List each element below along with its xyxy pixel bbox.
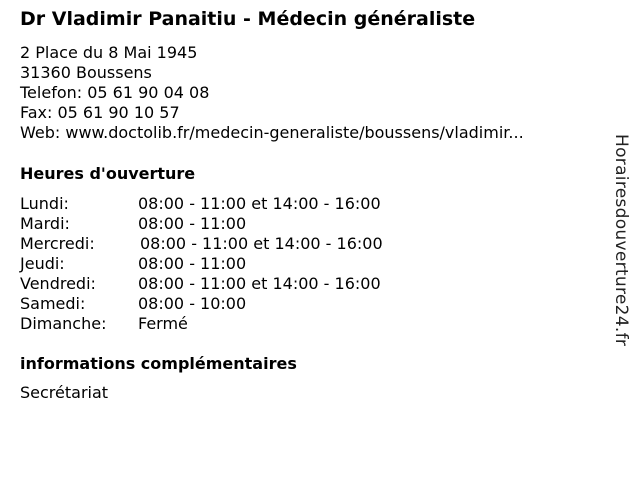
time-range: 08:00 - 11:00 et 14:00 - 16:00: [138, 274, 381, 293]
time-range: Fermé: [138, 314, 188, 333]
day-label: Dimanche:: [20, 314, 107, 333]
time-range: 08:00 - 11:00 et 14:00 - 16:00: [140, 234, 383, 253]
additional-info-heading: informations complémentaires: [20, 354, 297, 373]
time-range: 08:00 - 11:00: [138, 214, 247, 233]
phone-number: Telefon: 05 61 90 04 08: [20, 83, 210, 102]
time-range: 08:00 - 11:00 et 14:00 - 16:00: [138, 194, 381, 213]
day-label: Mardi:: [20, 214, 70, 233]
time-range: 08:00 - 10:00: [138, 294, 247, 313]
day-label: Jeudi:: [20, 254, 65, 273]
contact-info: [20, 43, 524, 143]
page-title: Dr Vladimir Panaitiu - Médecin généraliste: [20, 8, 476, 30]
additional-info-text: Secrétariat: [20, 383, 109, 402]
day-label: Lundi:: [20, 194, 69, 213]
fax-number: Fax: 05 61 90 10 57: [20, 103, 180, 122]
address-street: 2 Place du 8 Mai 1945: [20, 43, 198, 62]
website-link[interactable]: Web: www.doctolib.fr/medecin-generaliste/boussens/vladimir...: [20, 123, 524, 142]
day-label: Samedi:: [20, 294, 86, 313]
day-label: Mercredi:: [20, 234, 95, 253]
opening-hours-heading: Heures d'ouverture: [20, 164, 196, 183]
day-label: Vendredi:: [20, 274, 96, 293]
site-watermark: Horairesdouverture24.fr: [611, 134, 631, 347]
time-range: 08:00 - 11:00: [138, 254, 247, 273]
address-city: 31360 Boussens: [20, 63, 152, 82]
